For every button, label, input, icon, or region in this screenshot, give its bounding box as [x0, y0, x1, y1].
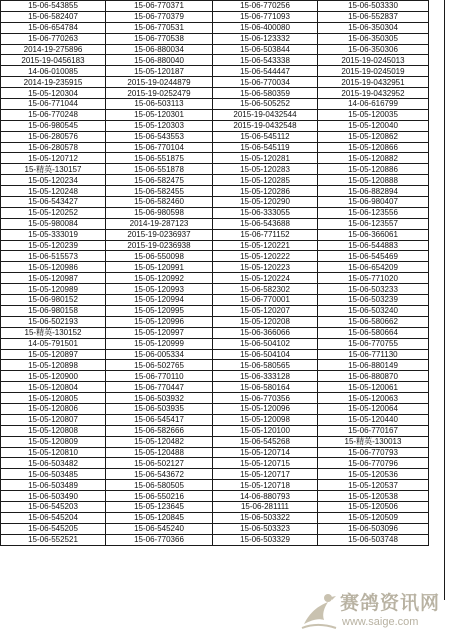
- ring-number-cell: 15-05-120286: [213, 186, 318, 197]
- ring-number-cell: 15-06-770755: [318, 338, 429, 349]
- ring-number-cell: 15-05-980084: [1, 218, 106, 229]
- ring-number-cell: 15-06-551875: [106, 153, 213, 164]
- table-row: [1, 175, 429, 186]
- table-row: [1, 55, 429, 66]
- ring-number-cell: 15-06-880149: [318, 360, 429, 371]
- ring-number-cell: 15-06-770447: [106, 382, 213, 393]
- ring-number-cell: 15-06-582460: [106, 197, 213, 208]
- table-row: [1, 458, 429, 469]
- ring-number-cell: 15-05-120845: [106, 512, 213, 523]
- ring-number-cell: 15-05-333019: [1, 229, 106, 240]
- ring-number-cell: 15-05-120807: [1, 414, 106, 425]
- ring-number-cell: 15-06-333128: [213, 371, 318, 382]
- ring-number-cell: 15-05-120810: [1, 447, 106, 458]
- ring-number-cell: 2015-19-0244879: [106, 77, 213, 88]
- table-row: [1, 316, 429, 327]
- ring-number-cell: 15-06-005334: [106, 349, 213, 360]
- ring-number-cell: 15-06-580359: [213, 88, 318, 99]
- table-row: [1, 349, 429, 360]
- ring-number-cell: 15-06-123557: [318, 218, 429, 229]
- table-row: [1, 33, 429, 44]
- ring-number-cell: 15-06-503240: [318, 305, 429, 316]
- ring-number-cell: 15-06-980545: [1, 120, 106, 131]
- ring-number-cell: 2014-19-235915: [1, 77, 106, 88]
- table-row: [1, 22, 429, 33]
- ring-number-cell: 15-06-770034: [213, 77, 318, 88]
- ring-number-cell: 15-05-120290: [213, 197, 318, 208]
- ring-number-cell: 15-06-503489: [1, 480, 106, 491]
- ring-number-cell: 15-06-545204: [1, 512, 106, 523]
- ring-number-cell: 15-05-120718: [213, 480, 318, 491]
- ring-number-cell: 15-06-770167: [318, 425, 429, 436]
- ring-number-cell: 15-05-120222: [213, 251, 318, 262]
- ring-number-cell: 2015-19-0236937: [106, 229, 213, 240]
- ring-number-cell: 15-05-120064: [318, 403, 429, 414]
- ring-number-cell: 15-05-120992: [106, 273, 213, 284]
- ring-number-cell: 15-06-350306: [318, 44, 429, 55]
- ring-number-cell: 15-06-771093: [213, 11, 318, 22]
- ring-number-cell: 15-06-333055: [213, 207, 318, 218]
- ring-number-cell: 15-05-120281: [213, 153, 318, 164]
- ring-number-cell: 15-06-503330: [318, 1, 429, 12]
- ring-number-cell: 15-06-503935: [106, 403, 213, 414]
- ring-number-cell: 15-06-582475: [106, 175, 213, 186]
- ring-number-cell: 15-05-120283: [213, 164, 318, 175]
- ring-number-cell: 15-05-120997: [106, 327, 213, 338]
- table-row: [1, 382, 429, 393]
- table-body: [1, 1, 429, 546]
- ring-number-cell: 15-05-120207: [213, 305, 318, 316]
- ring-number-cell: 15-06-980407: [318, 197, 429, 208]
- table-row: [1, 186, 429, 197]
- ring-number-cell: 15-05-120301: [106, 109, 213, 120]
- ring-number-cell: 15-06-580664: [318, 327, 429, 338]
- ring-number-cell: 15-06-503096: [318, 523, 429, 534]
- ring-number-cell: 15-06-880040: [106, 55, 213, 66]
- ring-number-cell: 15-06-502127: [106, 458, 213, 469]
- table-row: [1, 44, 429, 55]
- ring-number-cell: 15-06-503482: [1, 458, 106, 469]
- ring-number-cell: 15-06-503485: [1, 469, 106, 480]
- ring-number-cell: 15-05-120234: [1, 175, 106, 186]
- table-row: [1, 66, 429, 77]
- ring-number-cell: 15-06-770379: [106, 11, 213, 22]
- ring-number-cell: 15-06-880034: [106, 44, 213, 55]
- ring-number-cell: 15-06-980152: [1, 295, 106, 306]
- ring-number-cell: 15-06-545205: [1, 523, 106, 534]
- ring-number-cell: 15-05-120866: [318, 142, 429, 153]
- ring-number-cell: 15-06-654209: [318, 262, 429, 273]
- ring-number-cell: 15-06-550216: [106, 491, 213, 502]
- table-row: [1, 207, 429, 218]
- ring-number-cell: 15-06-505252: [213, 99, 318, 110]
- ring-number-cell: 15-05-120187: [106, 66, 213, 77]
- table-row: [1, 153, 429, 164]
- ring-number-cell: 15-05-120482: [106, 436, 213, 447]
- ring-number-cell: 15-05-120488: [106, 447, 213, 458]
- table-row: [1, 164, 429, 175]
- ring-number-cell: 15-06-503323: [213, 523, 318, 534]
- ring-number-cell: 14-06-010085: [1, 66, 106, 77]
- ring-number-cell: 15-精英-130157: [1, 164, 106, 175]
- ring-number-cell: 15-06-771152: [213, 229, 318, 240]
- ring-number-cell: 2015-19-0456183: [1, 55, 106, 66]
- ring-number-cell: 15-06-280576: [1, 131, 106, 142]
- ring-number-cell: 15-06-770793: [318, 447, 429, 458]
- ring-number-cell: 15-06-350304: [318, 22, 429, 33]
- ring-number-cell: 15-06-770538: [106, 33, 213, 44]
- ring-number-cell: 15-06-503322: [213, 512, 318, 523]
- ring-number-cell: 15-05-120712: [1, 153, 106, 164]
- ring-number-cell: 15-05-120098: [213, 414, 318, 425]
- ring-number-cell: 15-06-543427: [1, 197, 106, 208]
- table-row: [1, 218, 429, 229]
- ring-number-cell: 15-06-123556: [318, 207, 429, 218]
- ring-number-cell: 15-06-582455: [106, 186, 213, 197]
- table-row: [1, 273, 429, 284]
- ring-number-cell: 15-06-770366: [106, 534, 213, 545]
- ring-number-cell: 15-05-120538: [318, 491, 429, 502]
- ring-number-cell: 15-05-120208: [213, 316, 318, 327]
- table-row: [1, 295, 429, 306]
- table-row: [1, 77, 429, 88]
- ring-number-cell: 15-06-366066: [213, 327, 318, 338]
- table-row: [1, 447, 429, 458]
- ring-number-cell: 15-06-503329: [213, 534, 318, 545]
- ring-number-cell: 15-05-120304: [1, 88, 106, 99]
- ring-number-cell: 15-06-980158: [1, 305, 106, 316]
- ring-number-cell: 2015-19-0432548: [213, 120, 318, 131]
- ring-number-cell: 15-06-882894: [318, 186, 429, 197]
- ring-number-cell: 15-06-350305: [318, 33, 429, 44]
- ring-number-cell: 2015-19-0432951: [318, 77, 429, 88]
- ring-number-cell: 15-05-120862: [318, 131, 429, 142]
- ring-number-cell: 15-05-120252: [1, 207, 106, 218]
- ring-number-cell: 15-06-770256: [213, 1, 318, 12]
- ring-number-cell: 15-05-120537: [318, 480, 429, 491]
- ring-number-cell: 15-06-503748: [318, 534, 429, 545]
- ring-number-cell: 15-06-770104: [106, 142, 213, 153]
- ring-number-cell: 15-06-545268: [213, 436, 318, 447]
- ring-number-cell: 15-05-120897: [1, 349, 106, 360]
- ring-number-cell: 15-05-120804: [1, 382, 106, 393]
- ring-number-cell: 15-06-503233: [318, 284, 429, 295]
- ring-number-cell: 15-05-120715: [213, 458, 318, 469]
- ring-number-cell: 15-精英-130013: [318, 436, 429, 447]
- ring-number-cell: 15-05-771020: [318, 273, 429, 284]
- ring-number-cell: 15-06-770263: [1, 33, 106, 44]
- ring-number-cell: 15-06-503490: [1, 491, 106, 502]
- ring-number-cell: 15-05-120040: [318, 120, 429, 131]
- ring-number-cell: 15-06-545469: [318, 251, 429, 262]
- table-right-edge: [444, 0, 445, 600]
- ring-number-cell: 15-06-545112: [213, 131, 318, 142]
- table-row: [1, 523, 429, 534]
- ring-number-cell: 15-06-580565: [213, 360, 318, 371]
- ring-number-cell: 2014-19-275896: [1, 44, 106, 55]
- table-row: [1, 436, 429, 447]
- table-row: [1, 534, 429, 545]
- table-row: [1, 425, 429, 436]
- ring-number-cell: 15-05-120223: [213, 262, 318, 273]
- watermark: [296, 584, 446, 636]
- ring-number-cell: 14-06-880793: [213, 491, 318, 502]
- table-row: [1, 403, 429, 414]
- ring-number-cell: 15-06-503844: [213, 44, 318, 55]
- ring-number-cell: 14-06-616799: [318, 99, 429, 110]
- ring-number-cell: 15-05-120536: [318, 469, 429, 480]
- table-row: [1, 327, 429, 338]
- table-row: [1, 11, 429, 22]
- ring-number-cell: 15-05-120035: [318, 109, 429, 120]
- ring-number-cell: 15-06-582302: [213, 284, 318, 295]
- ring-number-cell: 15-06-770531: [106, 22, 213, 33]
- ring-number-cell: 15-06-770356: [213, 393, 318, 404]
- ring-number-cell: 15-06-770001: [213, 295, 318, 306]
- ring-number-cell: 15-06-502765: [106, 360, 213, 371]
- ring-number-cell: 15-05-120989: [1, 284, 106, 295]
- ring-number-cell: 15-05-120986: [1, 262, 106, 273]
- ring-number-cell: 15-06-504102: [213, 338, 318, 349]
- ring-number-cell: 2015-19-0236938: [106, 240, 213, 251]
- ring-number-cell: 15-06-280578: [1, 142, 106, 153]
- ring-number-cell: 15-06-515573: [1, 251, 106, 262]
- ring-number-cell: 15-05-120248: [1, 186, 106, 197]
- ring-number-cell: 15-05-120996: [106, 316, 213, 327]
- ring-number-cell: 15-05-120882: [318, 153, 429, 164]
- ring-number-cell: 15-05-120898: [1, 360, 106, 371]
- ring-number-cell: 15-06-400080: [213, 22, 318, 33]
- ring-number-cell: 15-06-545203: [1, 501, 106, 512]
- ring-number-cell: 15-06-543553: [106, 131, 213, 142]
- ring-number-cell: 15-06-503113: [106, 99, 213, 110]
- ring-number-cell: 15-06-543338: [213, 55, 318, 66]
- ring-number-cell: 15-05-120440: [318, 414, 429, 425]
- ring-number-cell: 2014-19-287123: [106, 218, 213, 229]
- ring-number-cell: 15-05-120063: [318, 393, 429, 404]
- ring-number-cell: 2015-19-0432952: [318, 88, 429, 99]
- table-row: [1, 469, 429, 480]
- ring-number-cell: 15-05-120717: [213, 469, 318, 480]
- ring-number-cell: 15-05-120285: [213, 175, 318, 186]
- table-row: [1, 393, 429, 404]
- table-row: [1, 371, 429, 382]
- ring-number-cell: 15-06-543672: [106, 469, 213, 480]
- ring-number-cell: 15-05-123645: [106, 501, 213, 512]
- table-row: [1, 142, 429, 153]
- watermark-site-name: 赛鸽资讯网: [340, 592, 441, 614]
- table-row: [1, 197, 429, 208]
- ring-number-cell: 15-05-120509: [318, 512, 429, 523]
- table-row: [1, 109, 429, 120]
- ring-number-cell: 15-05-120224: [213, 273, 318, 284]
- ring-number-cell: 2015-19-0432544: [213, 109, 318, 120]
- ring-number-cell: 15-05-120806: [1, 403, 106, 414]
- table-row: [1, 491, 429, 502]
- ring-number-cell: 15-06-770796: [318, 458, 429, 469]
- table-row: [1, 120, 429, 131]
- ring-number-cell: 15-05-120900: [1, 371, 106, 382]
- ring-number-cell: 15-06-771044: [1, 99, 106, 110]
- ring-number-cell: 15-05-120303: [106, 120, 213, 131]
- ring-number-cell: 15-05-120506: [318, 501, 429, 512]
- table-row: [1, 1, 429, 12]
- ring-number-cell: 15-06-580505: [106, 480, 213, 491]
- ring-number-cell: 2015-19-0245019: [318, 66, 429, 77]
- table-row: [1, 480, 429, 491]
- ring-number-cell: 15-06-545417: [106, 414, 213, 425]
- ring-number-cell: 15-06-545240: [106, 523, 213, 534]
- ring-number-cell: 15-06-503239: [318, 295, 429, 306]
- ring-number-cell: 15-05-120886: [318, 164, 429, 175]
- table-row: [1, 414, 429, 425]
- ring-number-cell: 15-06-771130: [318, 349, 429, 360]
- ring-number-cell: 15-05-120221: [213, 240, 318, 251]
- ring-number-cell: 15-06-366061: [318, 229, 429, 240]
- ring-number-cell: 15-06-503932: [106, 393, 213, 404]
- ring-number-cell: 15-06-543688: [213, 218, 318, 229]
- ring-number-cell: 15-06-552521: [1, 534, 106, 545]
- ring-number-cell: 15-06-654784: [1, 22, 106, 33]
- ring-number-cell: 15-05-120995: [106, 305, 213, 316]
- watermark-site-url: www.saige.com: [342, 616, 419, 628]
- table-row: [1, 131, 429, 142]
- table-row: [1, 360, 429, 371]
- table-row: [1, 512, 429, 523]
- ring-number-cell: 15-06-502193: [1, 316, 106, 327]
- ring-number-cell: 15-精英-130152: [1, 327, 106, 338]
- ring-number-cell: 15-05-120994: [106, 295, 213, 306]
- ring-number-cell: 15-05-120096: [213, 403, 318, 414]
- ring-number-cell: 15-05-120239: [1, 240, 106, 251]
- ring-number-cell: 15-06-544883: [318, 240, 429, 251]
- ring-number-cell: 15-05-120993: [106, 284, 213, 295]
- ring-number-cell: 2015-19-0252479: [106, 88, 213, 99]
- ring-number-cell: 14-05-791501: [1, 338, 106, 349]
- ring-number-cell: 15-06-123332: [213, 33, 318, 44]
- ring-number-cell: 15-06-580662: [318, 316, 429, 327]
- table-row: [1, 284, 429, 295]
- pigeon-logo-icon: [298, 584, 338, 632]
- table-row: [1, 99, 429, 110]
- ring-number-cell: 15-06-543855: [1, 1, 106, 12]
- ring-number-cell: 2015-19-0245013: [318, 55, 429, 66]
- ring-number-cell: 15-06-281111: [213, 501, 318, 512]
- ring-number-cell: 15-05-120991: [106, 262, 213, 273]
- ring-number-cell: 15-06-582666: [106, 425, 213, 436]
- ring-number-cell: 15-06-544447: [213, 66, 318, 77]
- ring-number-cell: 15-06-552837: [318, 11, 429, 22]
- table-row: [1, 338, 429, 349]
- ring-number-cell: 15-05-120061: [318, 382, 429, 393]
- ring-number-cell: 15-05-120100: [213, 425, 318, 436]
- table-row: [1, 262, 429, 273]
- ring-number-cell: 15-05-120805: [1, 393, 106, 404]
- ring-number-cell: 15-06-504104: [213, 349, 318, 360]
- ring-number-cell: 15-05-120888: [318, 175, 429, 186]
- ring-number-cell: 15-06-770110: [106, 371, 213, 382]
- ring-number-cell: 15-06-880870: [318, 371, 429, 382]
- ring-number-cell: 15-05-120999: [106, 338, 213, 349]
- ring-number-cell: 15-06-551878: [106, 164, 213, 175]
- table-row: [1, 305, 429, 316]
- ring-number-cell: 15-06-582407: [1, 11, 106, 22]
- table-row: [1, 229, 429, 240]
- ring-number-cell: 15-05-120808: [1, 425, 106, 436]
- ring-number-cell: 15-05-120809: [1, 436, 106, 447]
- table-row: [1, 88, 429, 99]
- ring-number-cell: 15-05-120987: [1, 273, 106, 284]
- ring-number-cell: 15-06-770371: [106, 1, 213, 12]
- table-row: [1, 251, 429, 262]
- ring-number-cell: 15-06-580164: [213, 382, 318, 393]
- ring-number-cell: 15-06-545119: [213, 142, 318, 153]
- ring-number-cell: 15-05-120714: [213, 447, 318, 458]
- ring-number-cell: 15-06-980598: [106, 207, 213, 218]
- ring-number-cell: 15-06-770248: [1, 109, 106, 120]
- ring-number-cell: 15-06-550098: [106, 251, 213, 262]
- table-row: [1, 240, 429, 251]
- table-row: [1, 501, 429, 512]
